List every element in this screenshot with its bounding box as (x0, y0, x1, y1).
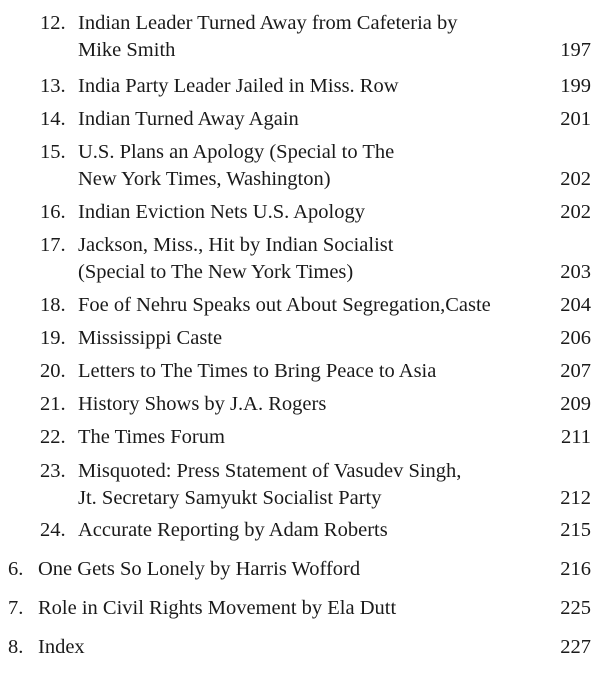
entry-title: Foe of Nehru Speaks out About Segregation,Caste (78, 294, 491, 316)
entry-number: 17. (40, 234, 66, 256)
entry-number: 21. (40, 393, 66, 415)
entry-page-number: 199 (560, 75, 591, 97)
toc-entry[interactable] (0, 458, 600, 512)
chapter-page-number: 216 (560, 558, 591, 580)
entry-title: U.S. Plans an Apology (Special to The (78, 141, 395, 163)
chapter-title: Index (38, 636, 85, 658)
entry-page-number: 203 (560, 261, 591, 283)
toc-entry[interactable] (0, 10, 600, 64)
entry-number: 18. (40, 294, 66, 316)
toc-chapter-entry[interactable] (0, 595, 600, 622)
entry-number: 14. (40, 108, 66, 130)
toc-entry[interactable] (0, 139, 600, 193)
entry-number: 16. (40, 201, 66, 223)
entry-title: Indian Eviction Nets U.S. Apology (78, 201, 365, 223)
entry-page-number: 212 (560, 487, 591, 509)
chapter-title: Role in Civil Rights Movement by Ela Dutt (38, 597, 397, 619)
chapter-number: 6. (8, 558, 24, 580)
chapter-number: 8. (8, 636, 24, 658)
toc-entry[interactable] (0, 424, 600, 451)
toc-entry[interactable] (0, 199, 600, 226)
entry-page-number: 206 (560, 327, 591, 349)
entry-title: Indian Leader Turned Away from Cafeteria by (78, 12, 458, 34)
toc-entry[interactable] (0, 232, 600, 286)
toc-entry[interactable] (0, 106, 600, 133)
toc-entry[interactable] (0, 517, 600, 544)
entry-title: India Party Leader Jailed in Miss. Row (78, 75, 399, 97)
entry-title: History Shows by J.A. Rogers (78, 393, 327, 415)
chapter-title: One Gets So Lonely by Harris Wofford (38, 558, 361, 580)
entry-title-continued: Mike Smith (78, 39, 176, 61)
entry-title-continued: New York Times, Washington) (78, 168, 331, 190)
entry-title: Letters to The Times to Bring Peace to Asia (78, 360, 437, 382)
entry-number: 20. (40, 360, 66, 382)
entry-page-number: 201 (560, 108, 591, 130)
entry-page-number: 202 (560, 201, 591, 223)
entry-title: Indian Turned Away Again (78, 108, 299, 130)
entry-page-number: 202 (560, 168, 591, 190)
entry-page-number: 211 (561, 426, 591, 448)
entry-number: 12. (40, 12, 66, 34)
entry-number: 23. (40, 460, 66, 482)
entry-number: 19. (40, 327, 66, 349)
entry-title: Mississippi Caste (78, 327, 223, 349)
entry-number: 24. (40, 519, 66, 541)
entry-title: Jackson, Miss., Hit by Indian Socialist (78, 234, 394, 256)
entry-page-number: 215 (560, 519, 591, 541)
chapter-page-number: 227 (560, 636, 591, 658)
entry-number: 15. (40, 141, 66, 163)
toc-chapter-entry[interactable] (0, 556, 600, 583)
chapter-number: 7. (8, 597, 24, 619)
entry-title: The Times Forum (78, 426, 225, 448)
entry-page-number: 207 (560, 360, 591, 382)
entry-title: Accurate Reporting by Adam Roberts (78, 519, 388, 541)
toc-entry[interactable] (0, 325, 600, 352)
entry-number: 22. (40, 426, 66, 448)
entry-page-number: 204 (560, 294, 591, 316)
toc-entry[interactable] (0, 391, 600, 418)
toc-entry[interactable] (0, 358, 600, 385)
entry-title: Misquoted: Press Statement of Vasudev Singh, (78, 460, 462, 482)
toc-entry[interactable] (0, 292, 600, 319)
entry-page-number: 197 (560, 39, 591, 61)
entry-page-number: 209 (560, 393, 591, 415)
entry-number: 13. (40, 75, 66, 97)
toc-entry[interactable] (0, 73, 600, 100)
entry-title-continued: Jt. Secretary Samyukt Socialist Party (78, 487, 382, 509)
chapter-page-number: 225 (560, 597, 591, 619)
entry-title-continued: (Special to The New York Times) (78, 261, 354, 283)
toc-chapter-entry[interactable] (0, 634, 600, 661)
